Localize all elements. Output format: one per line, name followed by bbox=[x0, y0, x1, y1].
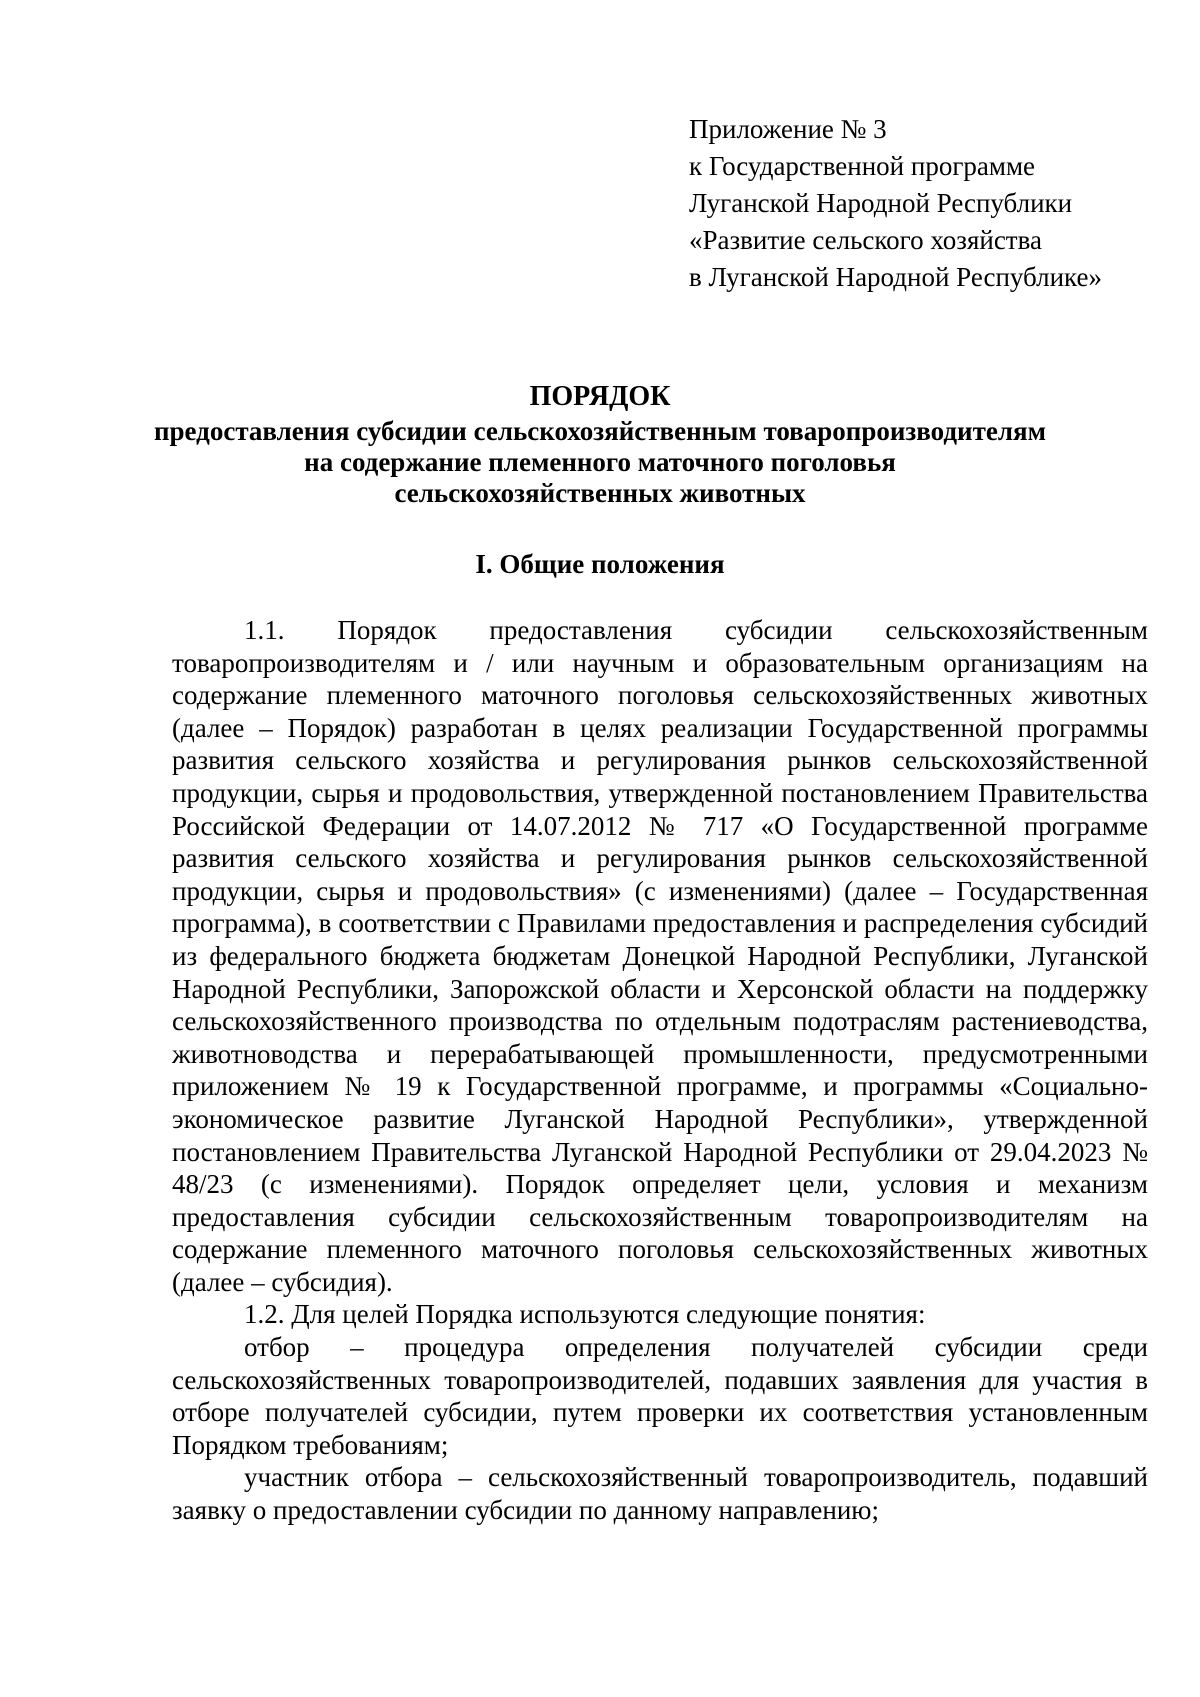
appendix-line: Приложение № 3 bbox=[689, 114, 887, 144]
appendix-header bbox=[689, 111, 1102, 296]
appendix-line: в Луганской Народной Республике» bbox=[689, 262, 1102, 292]
document-subtitle-line: сельскохозяйственных животных bbox=[394, 478, 806, 508]
document-title: ПОРЯДОК bbox=[529, 381, 671, 412]
paragraph: участник отбора – сельскохозяйственный товаропроизводитель, подавший заявку о предоставлении субсидии по данному направлению; bbox=[172, 1462, 1148, 1526]
document-subtitle-line: предоставления субсидии сельскохозяйственным товаропроизводителям bbox=[153, 416, 1046, 446]
section-body bbox=[172, 614, 1148, 1527]
paragraph: отбор – процедура определения получателей субсидии среди сельскохозяйственных товаропроизводителей, подавших заявления для участия в отборе получателей субсидии, путем проверки их соответствия установленным Порядком требованиям; bbox=[172, 1332, 1148, 1460]
appendix-line: Луганской Народной Республики bbox=[689, 188, 1073, 218]
paragraph: 1.2. Для целей Порядка используются следующие понятия: bbox=[244, 1299, 926, 1330]
appendix-line: к Государственной программе bbox=[689, 151, 1036, 181]
document-title-block bbox=[100, 378, 1100, 509]
paragraph: 1.1. Порядок предоставления субсидии сельскохозяйственным товаропроизводителям и / или научным и образовательным организациям на содержание племенного маточного поголовья сельскохозяйственных животных (далее – Порядок) разработан в целях реализации Государственной программы развития сельского хозяйства и регулирования рынков сельскохозяйственной продукции, сырья и продовольствия, утвержденной постановлением Правительства Российской Федерации от 14.07.2012 № 717 «О Государственной программе развития сельского хозяйства и регулирования рынков сельскохозяйственной продукции, сырья и продовольствия» (с изменениями) (далее – Государственная программа), в соответствии с Правилами предоставления и распределения субсидий из федерального бюджета бюджетам Донецкой Народной Республики, Луганской Народной Республики, Запорожской области и Херсонской области на поддержку сельскохозяйственного производства по отдельным подотраслям растениеводства, животноводства и перерабатывающей промышленности, предусмотренными приложением № 19 к Государственной программе, и программы «Социально-экономическое развитие Луганской Народной Республики», утвержденной постановлением Правительства Луганской Народной Республики от 29.04.2023 № 48/23 (с изменениями). Порядок определяет цели, условия и механизм предоставления субсидии сельскохозяйственным товаропроизводителям на содержание племенного маточного поголовья сельскохозяйственных животных (далее – субсидия). bbox=[172, 615, 1148, 1297]
document-subtitle-line: на содержание племенного маточного поголовья bbox=[304, 447, 896, 477]
appendix-line: «Развитие сельского хозяйства bbox=[689, 225, 1042, 255]
section-heading: I. Общие положения bbox=[475, 549, 725, 579]
